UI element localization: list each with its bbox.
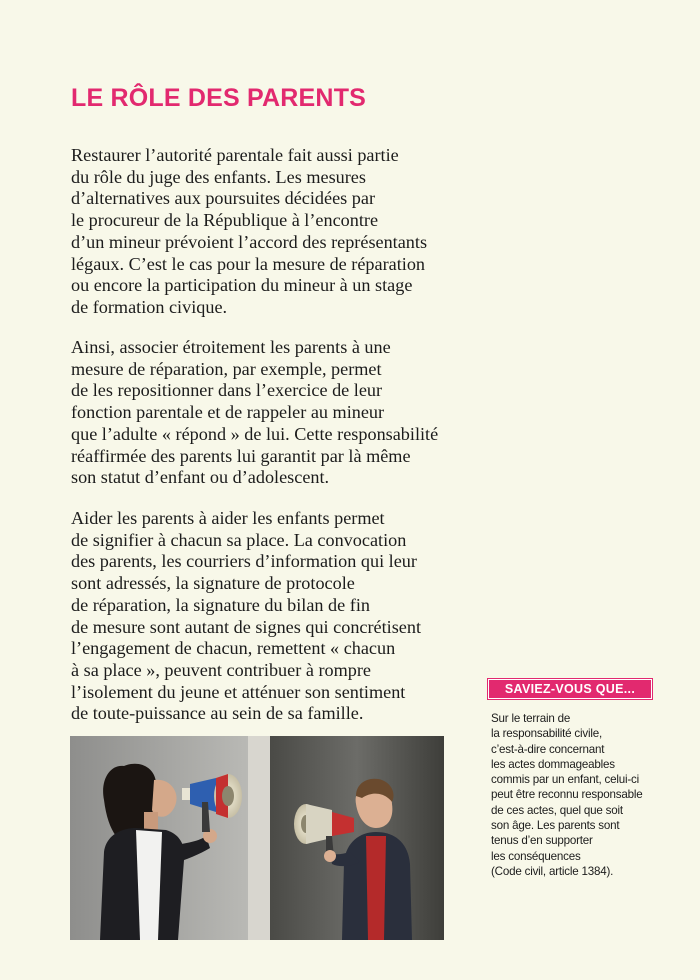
text-line: sont adressés, la signature de protocole [71, 573, 355, 594]
body-paragraph-2 [71, 337, 451, 489]
text-line: mesure de réparation, par exemple, permet [71, 358, 382, 379]
text-line: les conséquences [491, 849, 581, 863]
text-line: fonction parentale et de rappeler au mineur [71, 402, 385, 423]
text-line: à sa place », peuvent contribuer à rompre [71, 659, 371, 680]
text-line: de les repositionner dans l’exercice de leur [71, 380, 383, 401]
page-title: LE RÔLE DES PARENTS [71, 84, 367, 112]
text-line: le procureur de la République à l’encontre [71, 210, 379, 231]
photo-mother-and-child-megaphones [70, 736, 444, 940]
text-line: des parents, les courriers d’information qui leur [71, 551, 417, 572]
text-line: de réparation, la signature du bilan de fin [71, 594, 370, 615]
text-line: de toute-puissance au sein de sa famille. [71, 703, 364, 724]
text-line: c’est-à-dire concernant [491, 742, 605, 756]
text-line: l’isolement du jeune et atténuer son sentiment [71, 681, 406, 702]
text-line: de formation civique. [71, 296, 228, 317]
text-line: la responsabilité civile, [491, 727, 602, 741]
text-line: tenus d’en supporter [491, 834, 593, 848]
text-line: ou encore la participation du mineur à un stage [71, 275, 413, 296]
text-line: Sur le terrain de [491, 712, 571, 725]
text-line: réaffirmée des parents lui garantit par là même [71, 445, 411, 466]
text-line: d’un mineur prévoient l’accord des représentants [71, 231, 428, 252]
text-line: de signifier à chacun sa place. La convocation [71, 529, 407, 550]
text-line: de mesure sont autant de signes qui concrétisent [71, 616, 422, 637]
text-line: Ainsi, associer étroitement les parents à une [71, 337, 391, 357]
text-line: (Code civil, article 1384). [491, 864, 614, 878]
text-line: peut être reconnu responsable [491, 788, 643, 802]
text-line: Restaurer l’autorité parentale fait aussi partie [71, 145, 399, 165]
text-line: légaux. C’est le cas pour la mesure de réparation [71, 253, 426, 274]
text-line: du rôle du juge des enfants. Les mesures [71, 166, 366, 187]
did-you-know-text [491, 711, 691, 879]
text-line: commis par un enfant, celui-ci [491, 773, 640, 787]
body-paragraph-3 [71, 508, 451, 725]
text-line: Aider les parents à aider les enfants permet [71, 508, 385, 528]
text-line: les actes dommageables [491, 757, 615, 771]
text-line: de ces actes, quel que soit [491, 803, 623, 817]
text-line: que l’adulte « répond » de lui. Cette responsabilité [71, 423, 439, 444]
text-line: son âge. Les parents sont [491, 819, 620, 833]
body-paragraph-1 [71, 145, 451, 319]
text-line: son statut d’enfant ou d’adolescent. [71, 467, 330, 488]
text-line: d’alternatives aux poursuites décidées par [71, 188, 376, 209]
text-line: l’engagement de chacun, remettent « chacun [71, 638, 396, 659]
did-you-know-badge: SAVIEZ-VOUS QUE... [488, 679, 652, 699]
